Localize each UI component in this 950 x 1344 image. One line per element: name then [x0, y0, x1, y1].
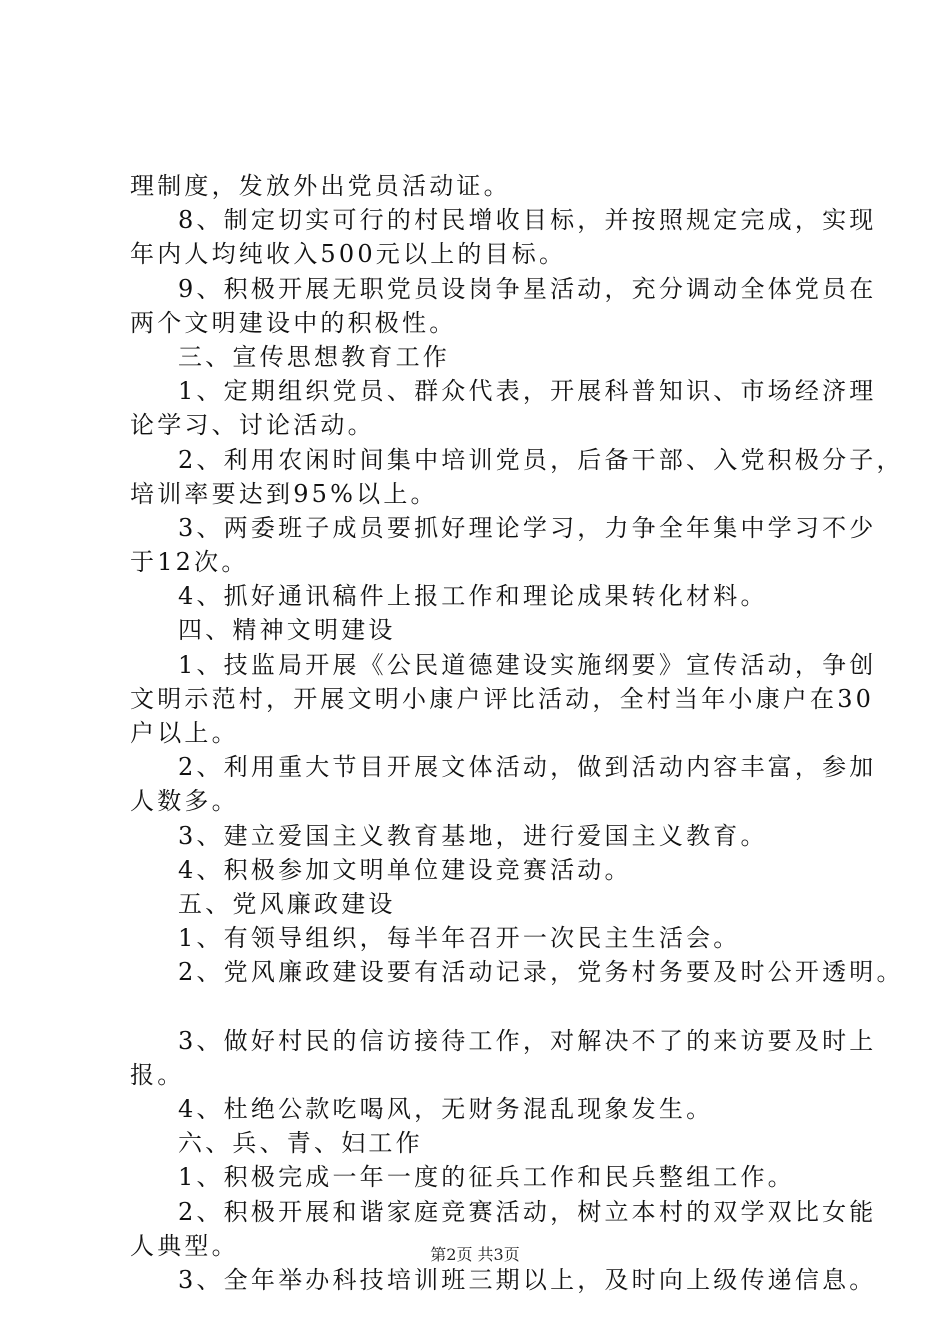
text-line: 1、技监局开展《公民道德建设实施纲要》宣传活动，争创 — [178, 650, 877, 679]
text-line: 年内人均纯收入500元以上的目标。 — [130, 240, 567, 269]
text-line: 于12次。 — [130, 548, 249, 577]
text-line: 4、杜绝公款吃喝风，无财务混乱现象发生。 — [178, 1095, 714, 1124]
text-line: 两个文明建设中的积极性。 — [130, 308, 457, 337]
text-line: 9、积极开展无职党员设岗争星活动，充分调动全体党员在 — [178, 274, 877, 303]
text-line: 3、建立爱国主义教育基地，进行爱国主义教育。 — [178, 821, 768, 850]
text-line: 1、有领导组织，每半年召开一次民主生活会。 — [178, 924, 741, 953]
text-line: 人典型。 — [130, 1231, 239, 1260]
text-line: 报。 — [130, 1060, 185, 1089]
text-line: 2、利用农闲时间集中培训党员，后备干部、入党积极分子， — [178, 445, 904, 474]
text-line: 4、积极参加文明单位建设竞赛活动。 — [178, 855, 632, 884]
text-line: 1、定期组织党员、群众代表，开展科普知识、市场经济理 — [178, 377, 877, 406]
text-line: 户以上。 — [130, 719, 239, 747]
text-line: 3、全年举办科技培训班三期以上，及时向上级传递信息。 — [178, 1266, 877, 1294]
text-line: 人数多。 — [130, 787, 239, 816]
text-line: 六、兵、青、妇工作 — [178, 1129, 423, 1158]
text-line: 论学习、讨论活动。 — [130, 411, 375, 440]
text-line: 2、党风廉政建设要有活动记录，党务村务要及时公开透明。 — [178, 958, 904, 987]
text-line: 1、积极完成一年一度的征兵工作和民兵整组工作。 — [178, 1163, 795, 1192]
text-line: 理制度，发放外出党员活动证。 — [130, 172, 511, 200]
text-line: 3、做好村民的信访接待工作，对解决不了的来访要及时上 — [178, 1026, 877, 1055]
text-line: 四、精神文明建设 — [178, 616, 396, 645]
blank-line — [130, 990, 830, 1024]
text-line: 五、党风廉政建设 — [178, 889, 396, 918]
text-line: 三、宣传思想教育工作 — [178, 342, 450, 371]
text-line: 文明示范村，开展文明小康户评比活动，全村当年小康户在30 — [130, 684, 875, 713]
text-line: 2、利用重大节目开展文体活动，做到活动内容丰富，参加 — [178, 753, 877, 782]
text-line: 3、两委班子成员要抓好理论学习，力争全年集中学习不少 — [178, 513, 877, 542]
page-footer: 第2页 共3页 — [430, 1245, 520, 1264]
text-line: 8、制定切实可行的村民增收目标，并按照规定完成，实现 — [178, 206, 877, 235]
document-body — [130, 169, 904, 1297]
text-line: 培训率要达到95%以上。 — [130, 479, 438, 508]
text-line: 4、抓好通讯稿件上报工作和理论成果转化材料。 — [178, 582, 768, 611]
text-line: 2、积极开展和谐家庭竞赛活动，树立本村的双学双比女能 — [178, 1197, 877, 1226]
